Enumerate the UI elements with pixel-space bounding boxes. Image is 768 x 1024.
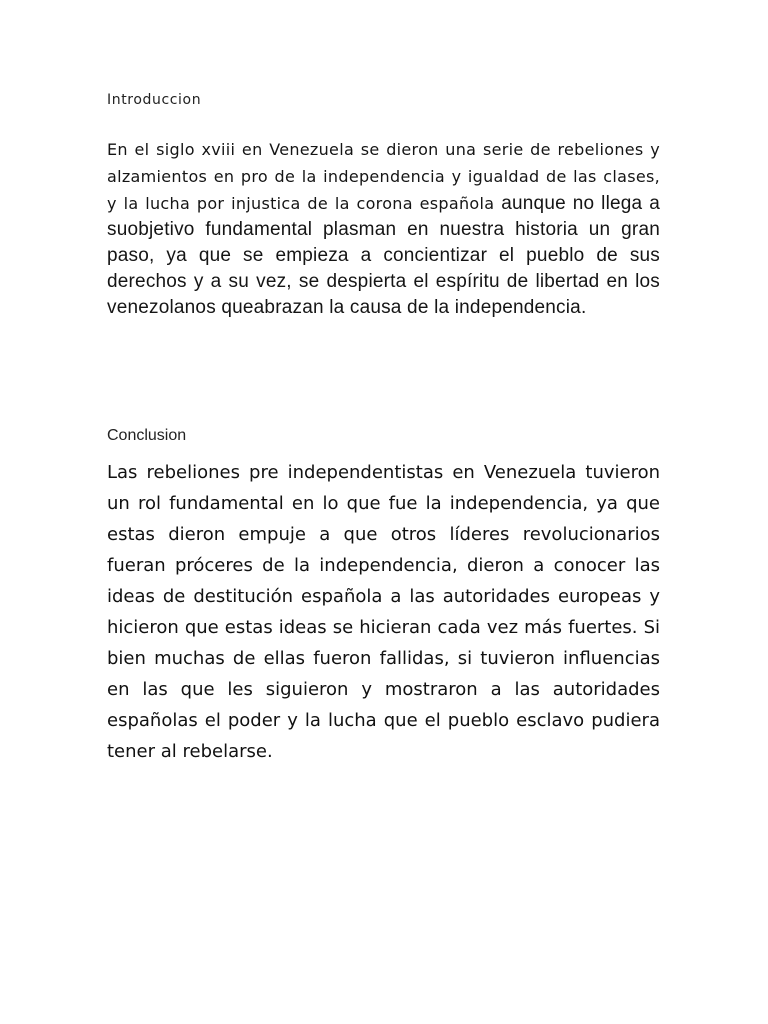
introduction-paragraph [107, 136, 660, 321]
introduction-heading: Introduccion [107, 92, 202, 108]
introduction-text-part1: En el siglo xviii en Venezuela se dieron una serie de rebeliones y alzamientos en pro de la independencia y igualdad de las clases, y la lucha por injustica de la corona española [107, 140, 660, 213]
conclusion-paragraph: Las rebeliones pre independentistas en Venezuela tuvieron un rol fundamental en lo que fue la independencia, ya que estas dieron empuje a que otros líderes revolucionarios fueran próceres de la independencia, dieron a conocer las ideas de destitución española a las autoridades europeas y hicieron que estas ideas se hicieran cada vez más fuertes. Si bien muchas de ellas fueron fallidas, si tuvieron influencias en las que les siguieron y mostraron a las autoridades españolas el poder y la lucha que el pueblo esclavo pudiera tener al rebelarse. [107, 462, 660, 762]
conclusion-heading: Conclusion [107, 427, 187, 444]
introduction-text-part2: aunque no llega a suobjetivo fundamental plasman en nuestra historia un gran paso, ya que se empieza a concientizar el pueblo de sus derechos y a su vez, se despierta el espíritu de libertad en los venezolanos queabrazan la causa de la independencia. [107, 193, 660, 318]
